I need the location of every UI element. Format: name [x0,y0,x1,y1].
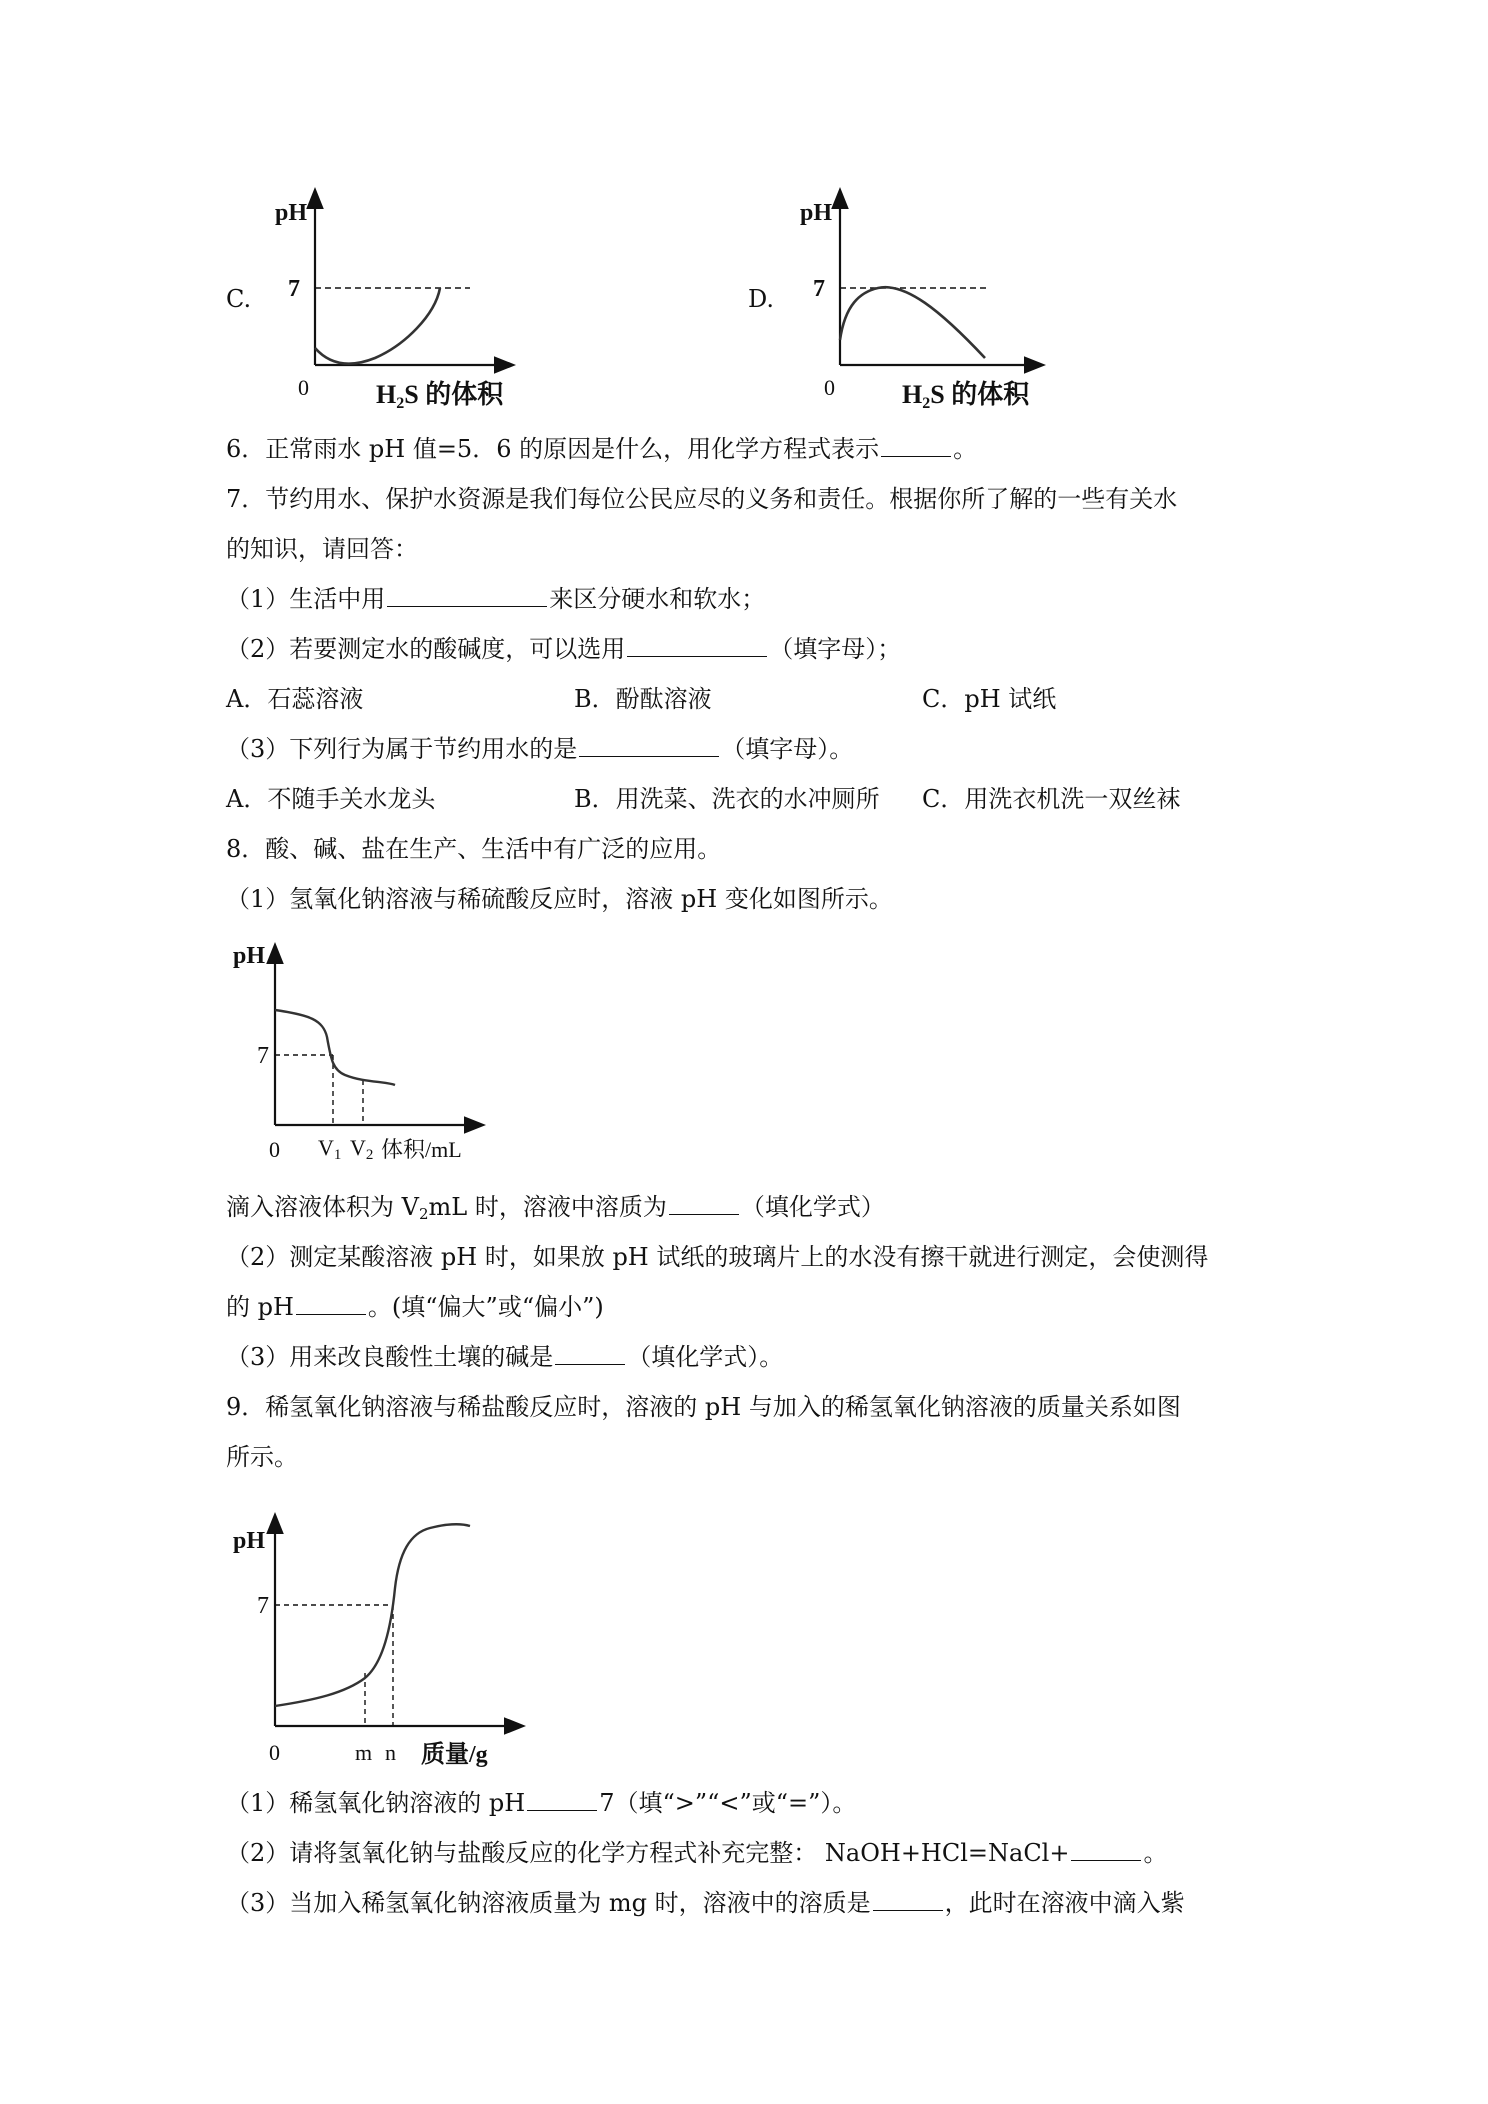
q7-p3-option-a: A．不随手关水龙头 [226,785,436,813]
question-6 [226,432,977,466]
q7-part2 [226,632,901,666]
q8-p3-blank[interactable] [555,1340,625,1365]
q9-p2-blank[interactable] [1071,1836,1141,1861]
ph-curve [275,1524,470,1706]
x-label-sub: 2 [396,395,405,412]
q6-end: 。 [953,435,978,463]
x-label-suffix: S 的体积 [930,380,1030,409]
q8-stem: 8．酸、碱、盐在生产、生活中有广泛的应用。 [226,835,722,863]
q7-p2-post: （填字母）； [769,635,902,663]
q8-after-sub: 2 [418,1205,429,1223]
x-label-prefix: H [376,380,397,409]
x-axis-label: 体积/mL [381,1137,462,1162]
q6-blank[interactable] [881,432,951,457]
q8-p2-post: 。(填“偏大”或“偏小”) [367,1293,604,1321]
y-axis-label: pH [800,200,833,226]
q9-part2 [226,1836,1167,1870]
q8-after-graph [226,1190,885,1231]
q8-after-post: （填化学式） [740,1193,885,1221]
q7-p3-pre: （3）下列行为属于节约用水的是 [226,735,578,763]
n-label: n [385,1740,396,1765]
x-label-sub: 2 [922,395,931,412]
q8-part3 [226,1340,783,1374]
q7-p3-option-b: B．用洗菜、洗衣的水冲厕所 [574,785,880,813]
y-axis-label: pH [275,200,308,226]
q7-p1-pre: （1）生活中用 [226,585,386,613]
q8-solute-blank[interactable] [669,1190,739,1215]
q7-p3-blank[interactable] [579,732,719,757]
svg-text:V1 [318,1135,341,1163]
origin-label: 0 [824,375,835,400]
ref-7-label: 7 [813,276,825,302]
q9-p3-post: ，此时在溶液中滴入紫 [944,1889,1185,1917]
y-axis-label: pH [233,1528,266,1554]
q9-part1 [226,1786,856,1820]
ref-7-label: 7 [288,276,300,302]
q7-p3-post: （填字母）。 [721,735,854,763]
q8-p2-line1: （2）测定某酸溶液 pH 时，如果放 pH 试纸的玻璃片上的水没有擦干就进行测定，会使测得 [226,1243,1209,1271]
q9-p3-blank[interactable] [873,1886,943,1911]
q8-after-mid: mL 时，溶液中溶质为 [428,1193,667,1221]
ph-curve [315,288,440,364]
svg-text:H2S 的体积 [902,379,1030,412]
origin-label: 0 [269,1137,280,1162]
q9-p1-pre: （1）稀氢氧化钠溶液的 pH [226,1789,526,1817]
graph-option-d [800,190,1050,412]
q7-p1-blank[interactable] [387,582,547,607]
graph-option-c [275,190,520,412]
origin-label: 0 [269,1740,280,1765]
q8-part1: （1）氢氧化钠溶液与稀硫酸反应时，溶液 pH 变化如图所示。 [226,885,893,913]
q9-p2-pre: （2）请将氢氧化钠与盐酸反应的化学方程式补充完整： [226,1839,818,1867]
q7-p1-post: 来区分硬水和软水； [549,585,766,613]
q7-p2-option-a: A．石蕊溶液 [226,685,364,713]
x-axis-label: 质量/g [421,1742,488,1768]
q9-part3 [226,1886,1185,1920]
v1-sub: 1 [333,1147,342,1163]
q7-part1 [226,582,765,616]
q8-p2-blank[interactable] [296,1290,366,1315]
q7-part3 [226,732,853,766]
x-label-suffix: S 的体积 [404,380,504,409]
v2-sub: 2 [365,1147,374,1163]
v2-label: V [350,1135,366,1160]
q7-p2-blank[interactable] [627,632,767,657]
ref-7-label: 7 [257,1593,269,1619]
q7-p2-option-b: B．酚酞溶液 [574,685,712,713]
q8-after-pre: 滴入溶液体积为 V [226,1193,419,1221]
y-axis-label: pH [233,943,266,969]
origin-label: 0 [298,375,309,400]
svg-text:V2 [350,1135,373,1163]
q9-p3-pre: （3）当加入稀氢氧化钠溶液质量为 mg 时，溶液中的溶质是 [226,1889,871,1917]
svg-text:H2S 的体积 [376,379,504,412]
q9-stem-line2: 所示。 [226,1443,298,1471]
q6-text: 6．正常雨水 pH 值=5．6 的原因是什么，用化学方程式表示 [226,435,880,463]
q9-p2-eq: NaOH+HCl=NaCl+ [817,1839,1070,1867]
graph-q8 [225,935,485,1175]
q9-stem-line1: 9．稀氢氧化钠溶液与稀盐酸反应时，溶液的 pH 与加入的稀氢氧化钠溶液的质量关系如图 [226,1393,1181,1421]
q7-p2-pre: （2）若要测定水的酸碱度，可以选用 [226,635,626,663]
ph-curve [275,1010,395,1085]
q8-p2-pre: 的 pH [226,1293,294,1321]
x-label-prefix: H [902,380,923,409]
m-label: m [355,1740,373,1765]
option-d-label: D. [748,285,775,313]
q8-p3-post: （填化学式）。 [627,1343,784,1371]
graph-q9 [225,1498,525,1770]
ref-7-label: 7 [257,1043,269,1069]
q7-stem-line2: 的知识，请回答： [226,535,418,563]
q7-stem-line1: 7．节约用水、保护水资源是我们每位公民应尽的义务和责任。根据你所了解的一些有关水 [226,485,1178,513]
ph-curve [840,287,985,358]
q8-p2-line2 [226,1290,604,1324]
v1-label: V [318,1135,334,1160]
q9-p2-post: 。 [1143,1839,1168,1867]
q8-p3-pre: （3）用来改良酸性土壤的碱是 [226,1343,554,1371]
q7-p2-option-c: C．pH 试纸 [922,685,1057,713]
option-c-label: C. [226,285,252,313]
q9-p1-blank[interactable] [527,1786,597,1811]
q9-p1-post: 7（填“>”“<”或“=”）。 [599,1789,857,1817]
q7-p3-option-c: C．用洗衣机洗一双丝袜 [922,785,1181,813]
